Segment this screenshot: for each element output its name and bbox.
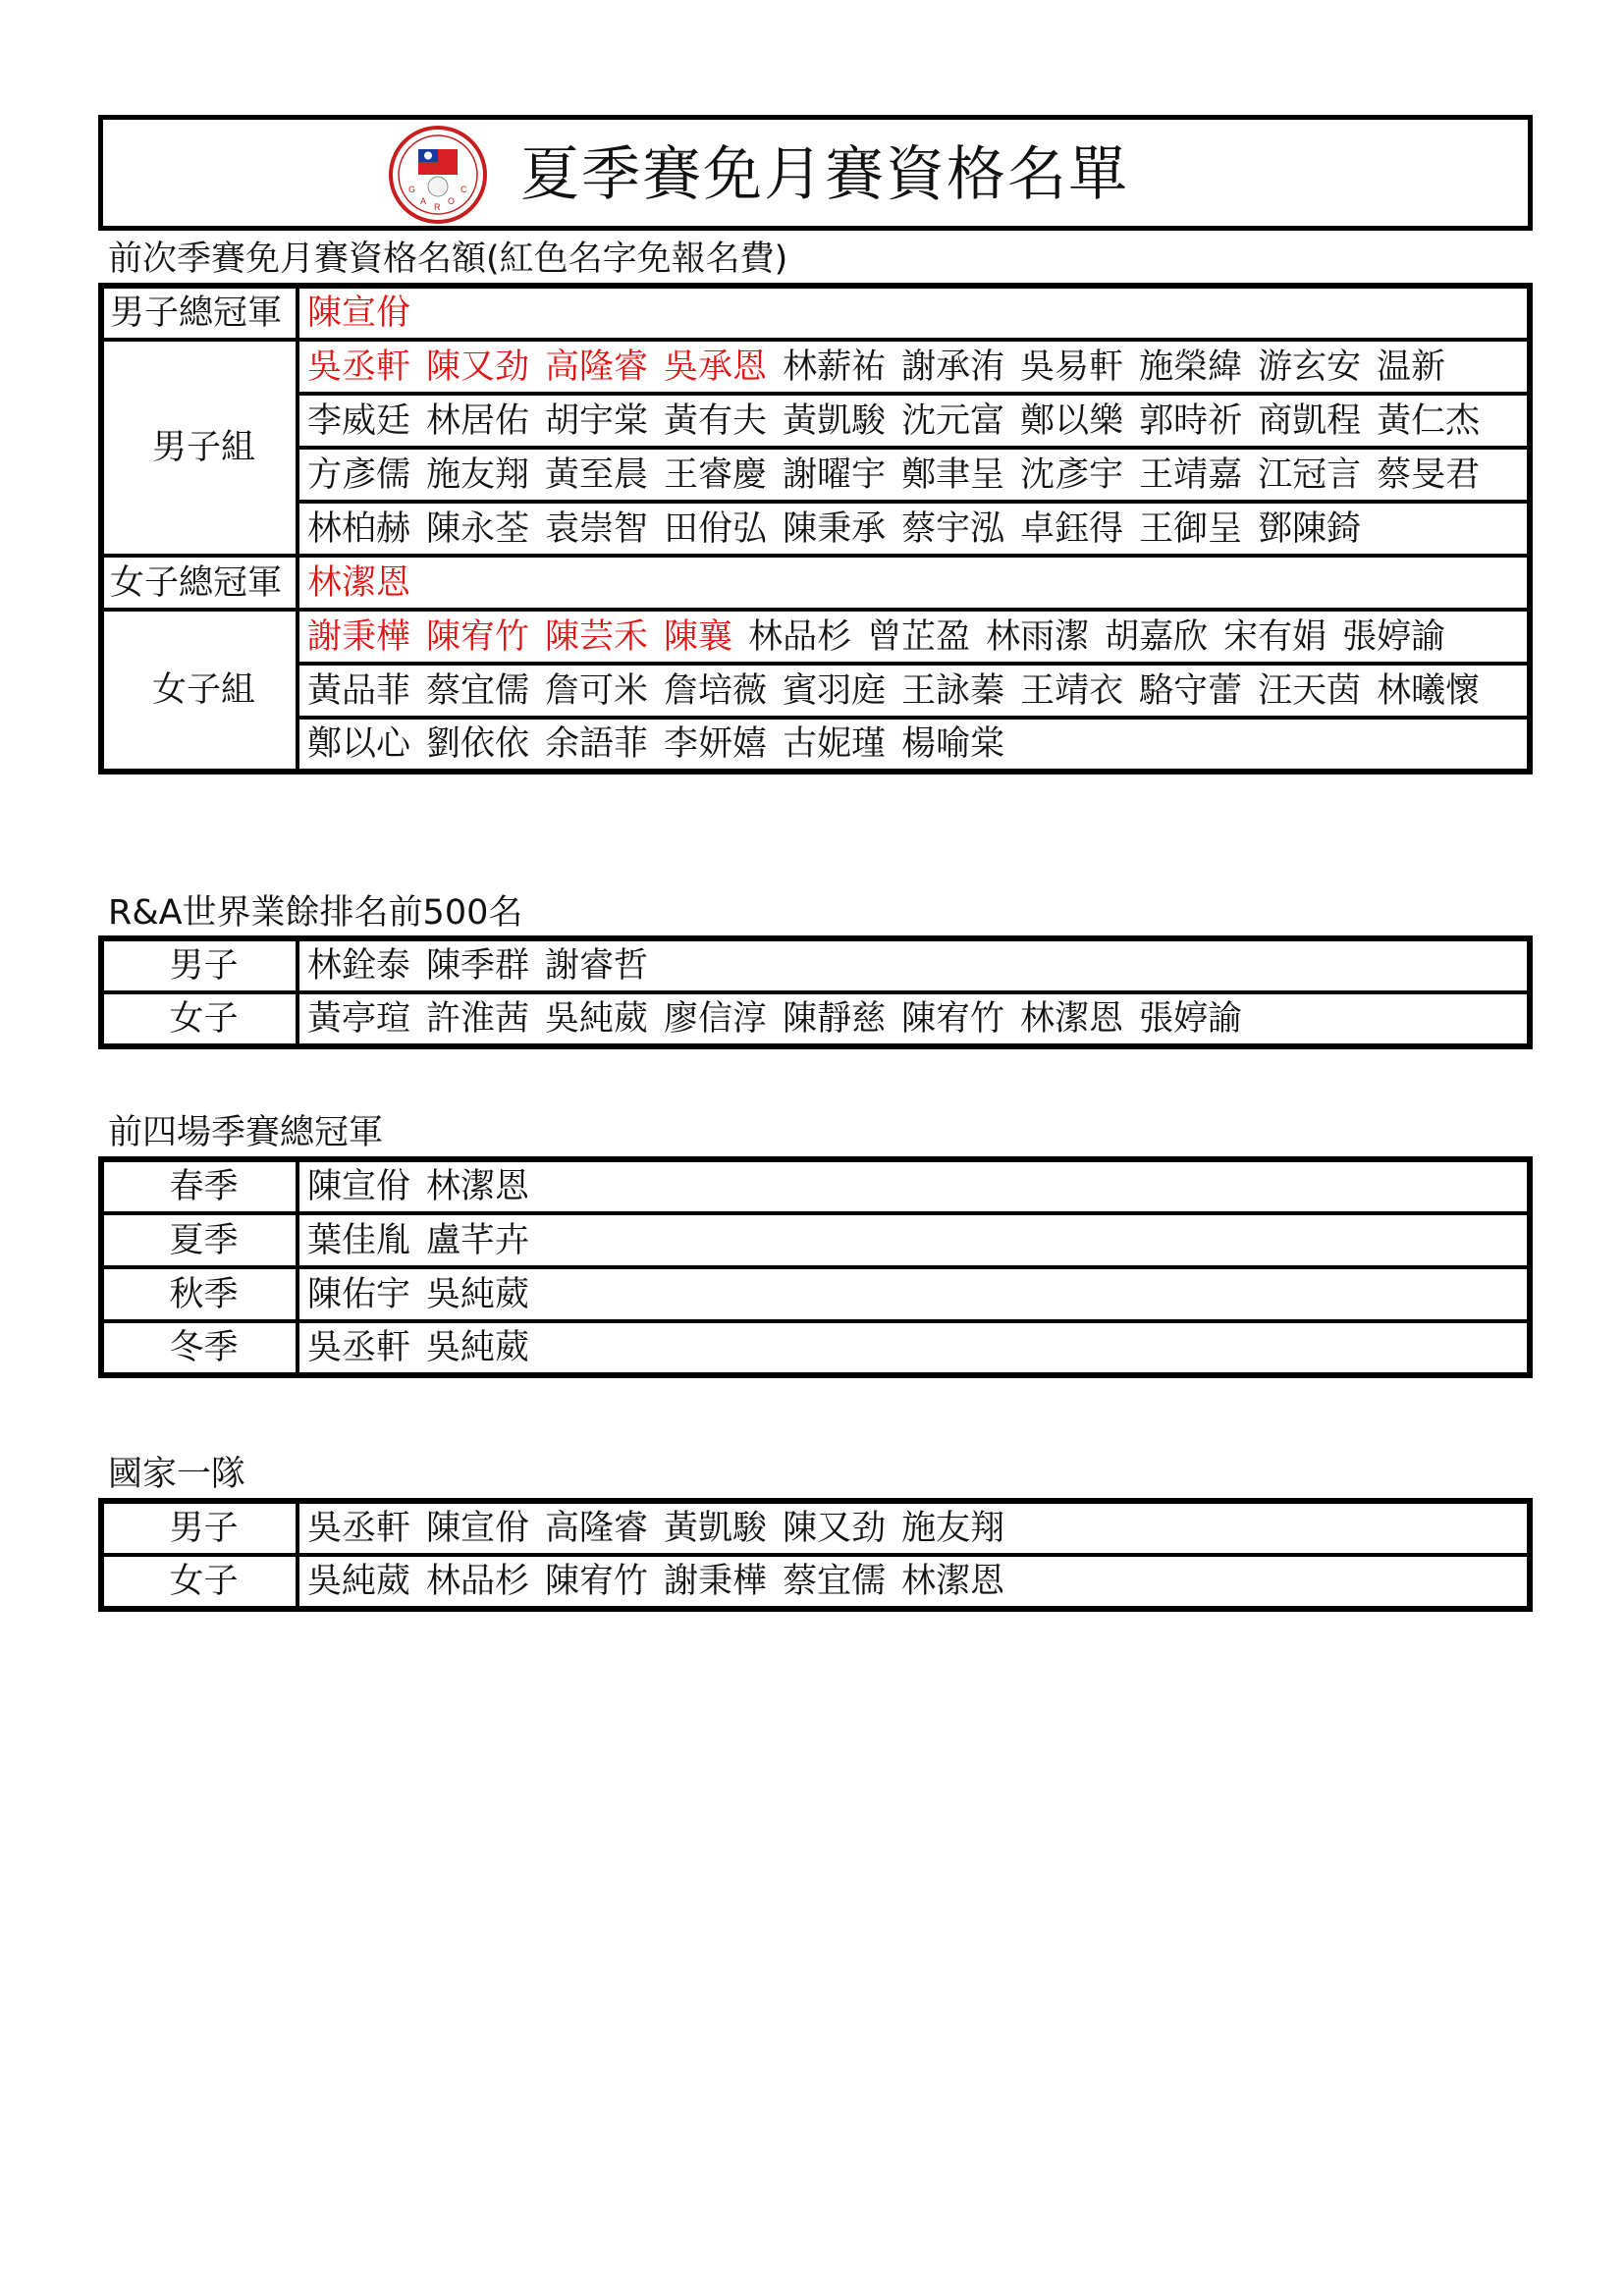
player-name: 陳季群 bbox=[426, 946, 530, 986]
table-row bbox=[101, 992, 1530, 1046]
player-name: 劉依依 bbox=[426, 724, 530, 764]
national-team-table bbox=[98, 1498, 1533, 1612]
player-name: 陳又劲 bbox=[426, 347, 530, 387]
player-name: 郭時祈 bbox=[1139, 400, 1243, 441]
row-label: 男子 bbox=[101, 938, 298, 992]
player-name: 胡宇棠 bbox=[545, 400, 649, 441]
svg-text:O: O bbox=[448, 196, 456, 206]
section-heading-prior-season: 前次季賽免月賽資格名額(紅色名字免報名費) bbox=[108, 240, 788, 279]
names-cell bbox=[298, 556, 1530, 610]
association-logo bbox=[387, 124, 489, 226]
row-label: 春季 bbox=[101, 1159, 298, 1213]
player-name: 詹可米 bbox=[545, 670, 649, 711]
player-name: 陳宥竹 bbox=[545, 1562, 649, 1601]
row-label: 男子總冠軍 bbox=[101, 286, 298, 340]
player-name: 黃品菲 bbox=[307, 670, 411, 711]
player-name: 詹培薇 bbox=[664, 670, 768, 711]
player-name: 李威廷 bbox=[307, 400, 411, 441]
player-name: 商凱程 bbox=[1258, 400, 1362, 441]
names-cell bbox=[298, 992, 1530, 1046]
prior-season-table bbox=[98, 283, 1533, 774]
names-cell bbox=[298, 938, 1530, 992]
player-name: 鄭以心 bbox=[307, 724, 411, 764]
player-name: 謝秉樺 bbox=[664, 1562, 768, 1601]
player-name: 林曦懷 bbox=[1377, 670, 1481, 711]
player-name: 温新 bbox=[1377, 347, 1446, 387]
player-name: 袁崇智 bbox=[545, 508, 649, 549]
table-row bbox=[101, 448, 1530, 502]
player-name: 胡嘉欣 bbox=[1105, 616, 1209, 657]
table-row bbox=[101, 1555, 1530, 1609]
row-label: 女子 bbox=[101, 992, 298, 1046]
player-name: 曾芷盈 bbox=[867, 616, 971, 657]
player-name: 黃凱駿 bbox=[664, 1509, 768, 1548]
names-cell bbox=[298, 1213, 1530, 1267]
table-row bbox=[101, 718, 1530, 772]
names-cell bbox=[298, 502, 1530, 556]
table-row bbox=[101, 556, 1530, 610]
player-name: 宋有娟 bbox=[1223, 616, 1327, 657]
row-label: 女子 bbox=[101, 1555, 298, 1609]
player-name: 賓羽庭 bbox=[783, 670, 887, 711]
player-name: 蔡旻君 bbox=[1377, 454, 1481, 495]
player-name: 林居佑 bbox=[426, 400, 530, 441]
player-name: 許淮茜 bbox=[426, 999, 530, 1039]
player-name: 張婷諭 bbox=[1342, 616, 1446, 657]
section-heading-world-ranking: R&A世界業餘排名前500名 bbox=[108, 893, 523, 933]
player-name: 高隆睿 bbox=[545, 347, 649, 387]
player-name: 張婷諭 bbox=[1139, 999, 1243, 1039]
player-name: 施友翔 bbox=[426, 454, 530, 495]
table-row bbox=[101, 1213, 1530, 1267]
title-box bbox=[98, 115, 1533, 231]
player-name: 吳純葳 bbox=[307, 1562, 411, 1601]
player-name: 陳芸禾 bbox=[545, 616, 649, 657]
player-name: 林柏赫 bbox=[307, 508, 411, 549]
player-name: 林潔恩 bbox=[426, 1167, 530, 1206]
row-label: 秋季 bbox=[101, 1267, 298, 1321]
world-ranking-table bbox=[98, 935, 1533, 1049]
player-name: 陳宣佾 bbox=[307, 1167, 411, 1206]
table-row bbox=[101, 1501, 1530, 1555]
player-name: 王靖嘉 bbox=[1139, 454, 1243, 495]
player-name: 吳純葳 bbox=[545, 999, 649, 1039]
player-name: 林薪祐 bbox=[783, 347, 887, 387]
player-name: 蔡宇泓 bbox=[901, 508, 1005, 549]
svg-text:A: A bbox=[420, 196, 427, 206]
table-row bbox=[101, 1159, 1530, 1213]
player-name: 江冠言 bbox=[1258, 454, 1362, 495]
player-name: 沈彥宇 bbox=[1020, 454, 1124, 495]
player-name: 黃仁杰 bbox=[1377, 400, 1481, 441]
player-name: 廖信淳 bbox=[664, 999, 768, 1039]
row-label: 冬季 bbox=[101, 1321, 298, 1375]
player-name: 陳襄 bbox=[664, 616, 733, 657]
player-name: 謝秉樺 bbox=[307, 616, 411, 657]
player-name: 謝曜宇 bbox=[783, 454, 887, 495]
table-row bbox=[101, 286, 1530, 340]
names-cell bbox=[298, 1267, 1530, 1321]
player-name: 余語菲 bbox=[545, 724, 649, 764]
player-name: 施榮緯 bbox=[1139, 347, 1243, 387]
player-name: 吳丞軒 bbox=[307, 347, 411, 387]
svg-text:R: R bbox=[434, 202, 441, 212]
player-name: 陳宣佾 bbox=[426, 1509, 530, 1548]
table-row bbox=[101, 394, 1530, 448]
player-name: 陳永荃 bbox=[426, 508, 530, 549]
row-label: 女子總冠軍 bbox=[101, 556, 298, 610]
player-name: 陳靜慈 bbox=[783, 999, 887, 1039]
player-name: 施友翔 bbox=[901, 1509, 1005, 1548]
table-row bbox=[101, 502, 1530, 556]
player-name: 鄧陳錡 bbox=[1258, 508, 1362, 549]
player-name: 蔡宜儒 bbox=[426, 670, 530, 711]
player-name: 古妮瑾 bbox=[783, 724, 887, 764]
svg-text:C: C bbox=[460, 185, 467, 194]
player-name: 陳佑宇 bbox=[307, 1274, 411, 1314]
player-name: 王睿慶 bbox=[664, 454, 768, 495]
table-row bbox=[101, 938, 1530, 992]
player-name: 汪天茵 bbox=[1258, 670, 1362, 711]
row-label: 男子組 bbox=[101, 340, 298, 556]
player-name: 方彥儒 bbox=[307, 454, 411, 495]
player-name: 鄭以樂 bbox=[1020, 400, 1124, 441]
row-label: 男子 bbox=[101, 1501, 298, 1555]
names-cell bbox=[298, 1501, 1530, 1555]
table-row bbox=[101, 1267, 1530, 1321]
player-name: 鄭聿呈 bbox=[901, 454, 1005, 495]
player-name: 陳又劲 bbox=[783, 1509, 887, 1548]
player-name: 林潔恩 bbox=[901, 1562, 1005, 1601]
names-cell bbox=[298, 664, 1530, 718]
player-name: 吳易軒 bbox=[1020, 347, 1124, 387]
row-label: 夏季 bbox=[101, 1213, 298, 1267]
player-name: 游玄安 bbox=[1258, 347, 1362, 387]
names-cell bbox=[298, 286, 1530, 340]
player-name: 蔡宜儒 bbox=[783, 1562, 887, 1601]
player-name: 吳丞軒 bbox=[307, 1509, 411, 1548]
player-name: 楊喻棠 bbox=[901, 724, 1005, 764]
player-name: 林雨潔 bbox=[986, 616, 1090, 657]
player-name: 林潔恩 bbox=[307, 562, 411, 603]
player-name: 沈元富 bbox=[901, 400, 1005, 441]
names-cell bbox=[298, 718, 1530, 772]
player-name: 林銓泰 bbox=[307, 946, 411, 986]
page-title: 夏季賽免月賽資格名單 bbox=[520, 140, 1129, 209]
player-name: 卓鈺得 bbox=[1020, 508, 1124, 549]
player-name: 陳宣佾 bbox=[307, 294, 411, 333]
player-name: 王詠蓁 bbox=[901, 670, 1005, 711]
player-name: 黃亭瑄 bbox=[307, 999, 411, 1039]
player-name: 盧芊卉 bbox=[426, 1220, 530, 1260]
player-name: 吳丞軒 bbox=[307, 1328, 411, 1367]
player-name: 吳承恩 bbox=[664, 347, 768, 387]
player-name: 謝承洧 bbox=[901, 347, 1005, 387]
player-name: 林品杉 bbox=[748, 616, 852, 657]
player-name: 駱守蕾 bbox=[1139, 670, 1243, 711]
names-cell bbox=[298, 394, 1530, 448]
row-label: 女子組 bbox=[101, 610, 298, 772]
player-name: 王御呈 bbox=[1139, 508, 1243, 549]
names-cell bbox=[298, 1555, 1530, 1609]
names-cell bbox=[298, 610, 1530, 664]
names-cell bbox=[298, 1159, 1530, 1213]
player-name: 葉佳胤 bbox=[307, 1220, 411, 1260]
player-name: 高隆睿 bbox=[545, 1509, 649, 1548]
player-name: 林潔恩 bbox=[1020, 999, 1124, 1039]
names-cell bbox=[298, 340, 1530, 394]
player-name: 陳宥竹 bbox=[426, 616, 530, 657]
svg-text:G: G bbox=[408, 185, 416, 194]
section-heading-national-team: 國家一隊 bbox=[108, 1455, 246, 1494]
player-name: 王靖衣 bbox=[1020, 670, 1124, 711]
player-name: 謝睿哲 bbox=[545, 946, 649, 986]
table-row bbox=[101, 610, 1530, 664]
table-row bbox=[101, 664, 1530, 718]
table-row bbox=[101, 340, 1530, 394]
player-name: 黃至晨 bbox=[545, 454, 649, 495]
player-name: 陳秉承 bbox=[783, 508, 887, 549]
player-name: 李妍嬉 bbox=[664, 724, 768, 764]
player-name: 林品杉 bbox=[426, 1562, 530, 1601]
player-name: 吳純葳 bbox=[426, 1328, 530, 1367]
table-row bbox=[101, 1321, 1530, 1375]
player-name: 吳純葳 bbox=[426, 1274, 530, 1314]
player-name: 黃凱駿 bbox=[783, 400, 887, 441]
section-heading-season-champions: 前四場季賽總冠軍 bbox=[108, 1113, 384, 1152]
player-name: 黃有夫 bbox=[664, 400, 768, 441]
player-name: 陳宥竹 bbox=[901, 999, 1005, 1039]
player-name: 田佾弘 bbox=[664, 508, 768, 549]
season-champions-table bbox=[98, 1156, 1533, 1378]
names-cell bbox=[298, 448, 1530, 502]
names-cell bbox=[298, 1321, 1530, 1375]
